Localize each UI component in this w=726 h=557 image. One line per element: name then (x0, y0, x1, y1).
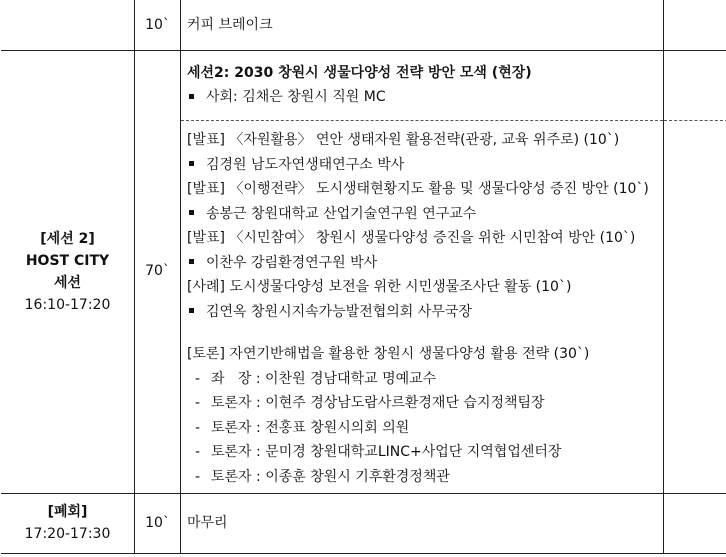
session2-name-cell (1, 50, 135, 493)
talk-1-speaker-line (187, 153, 663, 178)
closing-label: 마무리 (181, 493, 664, 553)
panel-member-1: - 좌 장 : 이찬원 경남대학교 명예교수 (195, 370, 437, 387)
closing-note-cell (664, 493, 726, 553)
talk-4-speaker: 김연옥 창원시지속가능발전협의회 사무국장 (206, 303, 472, 320)
bullet-icon (189, 94, 194, 99)
coffee-break-duration: 10` (135, 0, 181, 50)
bullet-icon (189, 308, 194, 313)
talk-3-speaker-line (187, 251, 663, 276)
panel-member-3-text: 토론자 : 전홍표 창원시의회 의원 (211, 419, 410, 436)
session2-header-cell (181, 50, 664, 120)
closing-row (1, 493, 726, 553)
talk-1-speaker: 김경원 남도자연생태연구소 박사 (206, 156, 405, 173)
talk-2-speaker-line (187, 202, 663, 227)
panel-member-2-text: 토론자 : 이현주 경상남도람사르환경재단 습지정책팀장 (211, 395, 545, 411)
session2-duration: 70` (135, 50, 181, 493)
session2-name-line2: HOST CITY (25, 252, 110, 269)
session2-time: 16:10-17:20 (24, 296, 111, 313)
closing-duration: 10` (135, 493, 181, 553)
panel-member-4: - 토론자 : 문미경 창원대학교LINC+사업단 지역협업센터장 (195, 444, 562, 460)
discussion-title: [토론] 자연기반해법을 활용한 창원시 생물다양성 활용 전략 (30`) (187, 346, 590, 362)
talk-2-speaker: 송봉근 창원대학교 산업기술연구원 연구교수 (206, 205, 477, 222)
coffee-break-row (1, 0, 726, 50)
session2-program-cell (181, 120, 664, 493)
session2-title: 세션2: 2030 창원시 생물다양성 전략 방안 모색 (현장) (187, 64, 532, 81)
talk-4-title: [사례] 도시생물다양성 보전을 위한 시민생물조사단 활동 (10`) (187, 279, 572, 295)
session2-header-note-cell (664, 50, 726, 120)
panel-member-2: - 토론자 : 이현주 경상남도람사르환경재단 습지정책팀장 (195, 395, 545, 411)
session2-moderator-line (187, 85, 663, 110)
panel-member-1-text: 좌 장 : 이찬원 경남대학교 명예교수 (211, 370, 437, 387)
schedule-table (1, 0, 726, 554)
panel-member-5: - 토론자 : 이종훈 창원시 기후환경정책관 (195, 468, 450, 485)
talk-3-title: [발표] 〈시민참여〉 창원시 생물다양성 증진을 위한 시민참여 방안 (10`) (187, 230, 636, 246)
bullet-icon (189, 210, 194, 215)
bullet-icon (189, 259, 194, 264)
closing-time: 17:20-17:30 (24, 526, 111, 542)
spacer (187, 324, 663, 342)
talk-2-title: [발표] 〈이행전략〉 도시생태현황지도 활용 및 생물다양성 증진 방안 (10`) (187, 181, 649, 197)
talk-3-speaker: 이찬우 강림환경연구원 박사 (206, 254, 378, 271)
coffee-break-note-cell (664, 0, 726, 50)
coffee-break-label: 커피 브레이크 (181, 0, 664, 50)
coffee-break-session-cell (1, 0, 135, 50)
closing-name: [폐회] (47, 504, 88, 520)
panel-member-4-text: 토론자 : 문미경 창원대학교LINC+사업단 지역협업센터장 (211, 444, 562, 460)
talk-1-title: [발표] 〈자원활용〉 연안 생태자원 활용전략(관광, 교육 위주로) (10`) (187, 132, 620, 148)
bullet-icon (189, 161, 194, 166)
panel-member-5-text: 토론자 : 이종훈 창원시 기후환경정책관 (211, 468, 450, 485)
panel-member-3: - 토론자 : 전홍표 창원시의회 의원 (195, 419, 410, 436)
closing-name-cell (1, 493, 135, 553)
session2-moderator: 사회: 김채은 창원시 직원 MC (206, 89, 386, 105)
session2-program-note-cell (664, 120, 726, 493)
session2-name-line1: [세션 2] (40, 230, 95, 247)
talk-4-speaker-line (187, 300, 663, 325)
session2-name-line3: 세션 (53, 274, 82, 291)
session2-header-row (1, 50, 726, 120)
